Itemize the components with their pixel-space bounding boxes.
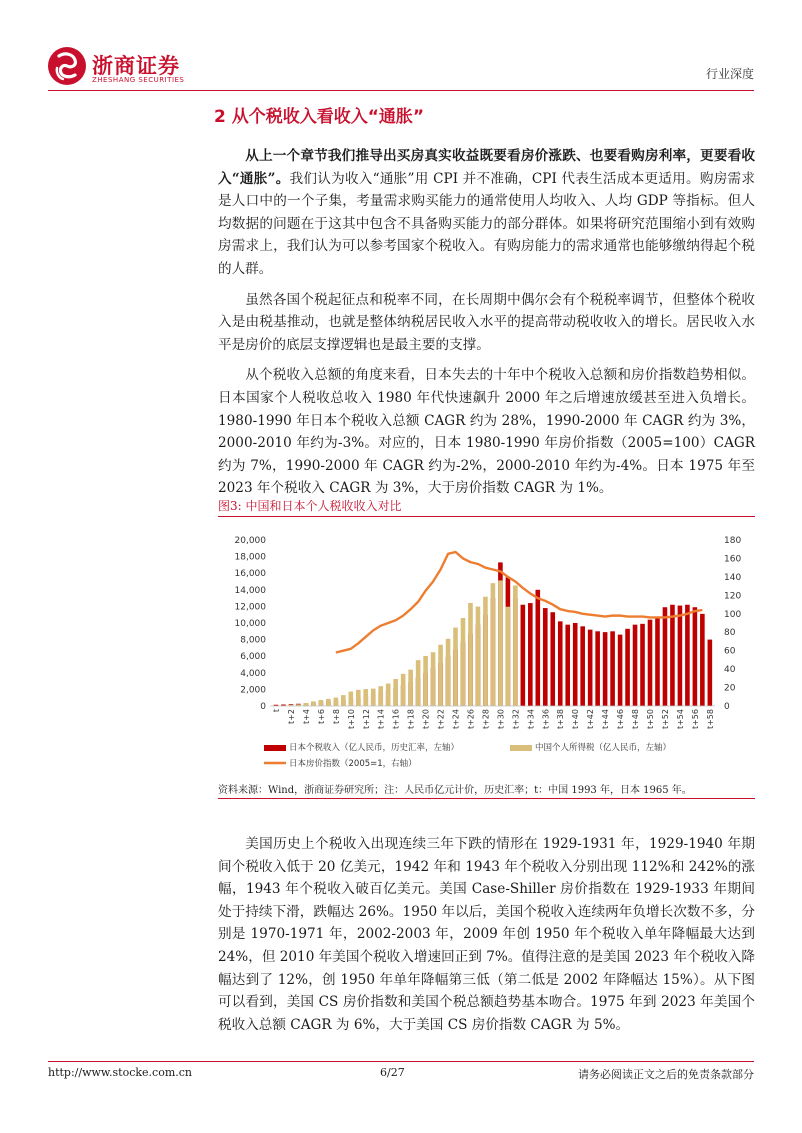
bar-china-tax xyxy=(334,698,339,706)
legend-swatch-japan-tax xyxy=(264,745,286,751)
x-axis-tick-label: t+58 xyxy=(705,709,715,730)
x-axis-tick-label: t+16 xyxy=(391,709,401,730)
left-axis-tick-label: 2,000 xyxy=(240,685,266,696)
bar-japan-tax xyxy=(595,631,600,706)
right-axis-ticks xyxy=(724,536,741,712)
x-axis-tick-label: t xyxy=(272,709,281,713)
paragraph-1 xyxy=(218,145,755,281)
bar-japan-tax xyxy=(565,625,570,706)
bar-japan-tax xyxy=(678,606,683,706)
bar-china-tax xyxy=(506,607,511,706)
bar-japan-tax xyxy=(536,590,541,706)
right-axis-tick-label: 60 xyxy=(724,646,736,657)
bar-china-tax xyxy=(349,692,354,706)
left-axis-tick-label: 12,000 xyxy=(234,602,266,613)
bar-japan-tax xyxy=(543,608,548,706)
right-axis-tick-label: 140 xyxy=(724,572,742,583)
x-axis-tick-label: t+32 xyxy=(511,709,521,730)
japan-house-price-line xyxy=(336,552,703,653)
bar-china-tax xyxy=(356,690,361,706)
left-axis-tick-label: 4,000 xyxy=(240,668,266,679)
bar-japan-tax xyxy=(580,626,585,706)
left-axis-tick-label: 18,000 xyxy=(234,552,266,563)
left-axis-ticks xyxy=(235,536,267,712)
bar-china-tax xyxy=(491,583,496,706)
legend-japan-tax xyxy=(289,741,509,755)
bar-china-tax xyxy=(476,607,481,706)
bar-china-tax xyxy=(408,670,413,706)
bar-japan-tax xyxy=(648,620,653,706)
bar-japan-tax xyxy=(588,630,593,706)
x-axis-tick-label: t+8 xyxy=(331,709,341,724)
bar-china-tax xyxy=(416,660,421,706)
paragraph-1-lead: 从上一个章节我们推导出买房真实收益既要看房价涨跌、也要看购房利率，更要看收入“通胀”。 xyxy=(218,148,755,187)
legend-label-japan-tax: 日本个税收入（亿人民币，历史汇率，左轴） xyxy=(289,743,460,753)
x-axis-tick-label: t+6 xyxy=(316,709,326,724)
paragraph-1-body: 我们认为收入“通胀”用 CPI 并不准确，CPI 代表生活成本更适用。购房需求是人口中的一个子集，考量需求购买能力的通常使用人均收入、人均 GDP 等指标。但人均数据的问题在于这其中包含不具备购买能力的部分群体。如果将研究范围缩小到有效购房需求上，我们认为可以参考国家个税收入。有购房能力的需求通常也能够缴纳得起个税的人群。 xyxy=(218,170,755,277)
bar-china-tax xyxy=(319,700,324,706)
left-axis-tick-label: 20,000 xyxy=(234,536,266,546)
x-axis-tick-label: t+30 xyxy=(496,709,506,730)
section-title: 2 从个税收入看收入“通胀” xyxy=(214,107,425,127)
x-axis-tick-label: t+42 xyxy=(586,709,596,730)
x-axis-tick-label: t+40 xyxy=(571,709,581,730)
bar-japan-tax xyxy=(558,621,563,706)
bar-japan-tax xyxy=(663,607,668,706)
left-axis-tick-label: 10,000 xyxy=(234,619,266,629)
body-text-bottom xyxy=(218,833,755,1036)
figure-caption: 图3: 中国和日本个人税收收入对比 xyxy=(218,499,402,513)
bar-china-tax xyxy=(468,603,473,706)
x-axis-tick-label: t+22 xyxy=(436,709,446,730)
legend-swatch-china-tax xyxy=(510,745,532,751)
logo-english-text: ZHESHANG SECURITIES xyxy=(92,76,185,84)
bar-china-tax xyxy=(326,699,331,706)
left-axis-tick-label: 16,000 xyxy=(234,569,266,580)
disclaimer-note: 请务必阅读正文之后的免责条款部分 xyxy=(578,1068,754,1081)
x-axis-tick-label: t+44 xyxy=(601,709,611,730)
bar-japan-tax xyxy=(685,605,690,706)
bar-china-tax xyxy=(311,701,316,706)
legend-label-house-price: 日本房价指数（2005=1，右轴） xyxy=(289,759,417,769)
bar-china-tax xyxy=(401,674,406,706)
figure-bottom-rule xyxy=(218,798,755,799)
right-axis-tick-label: 100 xyxy=(724,609,742,620)
x-axis-tick-label: t+34 xyxy=(526,709,536,730)
x-axis-tick-label: t+52 xyxy=(660,709,670,730)
right-axis-tick-label: 40 xyxy=(724,665,736,676)
left-axis-tick-label: 14,000 xyxy=(234,585,266,596)
paragraph-2: 虽然各国个税起征点和税率不同，在长周期中偶尔会有个税税率调节，但整体个税收入是由税基推动，也就是整体纳税居民收入水平的提高带动税收收入的增长。居民收入水平是房价的底层支撑逻辑也是最主要的支撑。 xyxy=(218,291,755,353)
right-axis-tick-label: 160 xyxy=(724,554,742,565)
bar-japan-tax xyxy=(693,607,698,706)
x-axis-tick-label: t+54 xyxy=(675,709,685,730)
bar-japan-tax xyxy=(528,603,533,706)
page-number: 6/27 xyxy=(380,1066,405,1079)
footer-divider xyxy=(48,1061,754,1062)
x-axis-tick-label: t+56 xyxy=(690,709,700,730)
x-axis-tick-label: t+36 xyxy=(541,709,551,730)
x-axis-tick-label: t+38 xyxy=(556,709,566,730)
right-axis-tick-label: 0 xyxy=(724,702,730,712)
x-axis-tick-label: t+48 xyxy=(631,709,641,730)
bar-china-tax xyxy=(386,684,391,706)
legend-house-price xyxy=(289,757,489,771)
bar-china-tax xyxy=(483,597,488,706)
bar-japan-tax xyxy=(700,614,705,706)
bar-japan-tax xyxy=(521,605,526,706)
bar-japan-tax xyxy=(655,618,660,706)
x-axis-tick-label: t+20 xyxy=(421,709,431,730)
x-axis-tick-label: t+28 xyxy=(481,709,491,730)
bar-china-tax xyxy=(431,652,436,706)
x-axis-tick-label: t+14 xyxy=(376,709,386,730)
bar-china-tax xyxy=(513,585,518,706)
bar-japan-tax xyxy=(708,640,713,706)
right-axis-tick-label: 80 xyxy=(724,628,736,639)
bar-japan-tax xyxy=(573,623,578,706)
figure-source: 资料来源：Wind，浙商证券研究所；注：人民币亿元计价，历史汇率；t：中国 1993 年，日本 1965 年。 xyxy=(218,785,692,796)
header-divider xyxy=(48,90,754,91)
x-axis-ticks xyxy=(272,709,715,729)
x-axis-tick-label: t+26 xyxy=(466,709,476,730)
bar-china-tax xyxy=(363,689,368,706)
bar-china-tax xyxy=(453,628,458,706)
left-axis-tick-label: 6,000 xyxy=(240,652,266,663)
bar-japan-tax xyxy=(610,631,615,706)
bar-japan-tax xyxy=(618,635,623,706)
bar-japan-tax xyxy=(625,629,630,706)
bar-japan-tax xyxy=(550,612,555,706)
bar-china-tax xyxy=(461,618,466,706)
right-axis-tick-label: 120 xyxy=(724,591,742,602)
tax-revenue-chart xyxy=(218,520,755,780)
right-axis-tick-label: 20 xyxy=(724,683,736,694)
right-axis-tick-label: 180 xyxy=(724,536,742,546)
bar-japan-tax xyxy=(603,632,608,706)
china-tax-bars xyxy=(274,580,518,706)
bar-china-tax xyxy=(423,656,428,706)
paragraph-4: 美国历史上个税收入出现连续三年下跌的情形在 1929-1931 年，1929-1940 年期间个税收入低于 20 亿美元，1942 年和 1943 年个税收入分别出现 112%和 242%的涨幅，1943 年个税收入破百亿美元。美国 Case-Shiller 房价指数在 1929-1933 年期间处于持续下滑，跌幅达 26%。1950 年以后，美国个税收入连续两年负增长次数不多，分别是 1970-1971 年，2002-2003 年，2009 年创 1950 年个税收入单年降幅最大达到 24%，但 2010 年美国个税收入增速回正到 7%。值得注意的是美国 2023 年个税收入降幅达到了 12%，创 1950 年单年降幅第三低（第二低是 2002 年降幅达 15%）。从下图可以看到，美国 CS 房价指数和美国个税总额趋势基本吻合。1975 年到 2023 年美国个税收入总额 CAGR 为 6%，大于美国 CS 房价指数 CAGR 为 5%。 xyxy=(218,836,755,1033)
x-axis-tick-label: t+18 xyxy=(406,709,416,730)
body-text-top xyxy=(218,145,755,500)
bar-china-tax xyxy=(341,695,346,706)
x-axis-tick-label: t+4 xyxy=(301,709,311,724)
left-axis-tick-label: 0 xyxy=(260,702,266,712)
bar-china-tax xyxy=(304,703,309,706)
bar-china-tax xyxy=(371,689,376,706)
x-axis-tick-label: t+12 xyxy=(361,709,371,730)
x-axis-tick-label: t+24 xyxy=(451,709,461,730)
bar-china-tax xyxy=(438,645,443,706)
report-type-label: 行业深度 xyxy=(705,67,754,81)
x-axis-tick-label: t+50 xyxy=(646,709,655,730)
left-axis-tick-label: 8,000 xyxy=(240,635,266,646)
bar-japan-tax xyxy=(670,605,675,706)
bar-china-tax xyxy=(446,639,451,706)
logo-text: 浙商证券 xyxy=(92,54,180,78)
footer-website-link[interactable]: http://www.stocke.com.cn xyxy=(48,1066,192,1079)
bar-china-tax xyxy=(378,686,383,706)
legend-china-tax xyxy=(535,741,735,755)
x-axis-tick-label: t+2 xyxy=(286,709,296,724)
legend-label-china-tax: 中国个人所得税（亿人民币，左轴） xyxy=(535,743,672,753)
bar-japan-tax xyxy=(633,625,638,706)
bar-japan-tax xyxy=(640,624,645,706)
x-axis-tick-label: t+10 xyxy=(346,709,356,730)
paragraph-3: 从个税收入总额的角度来看，日本失去的十年中个税收入总额和房价指数趋势相似。日本国家个人税收总收入 1980 年代快速飙升 2000 年之后增速放缓甚至进入负增长。1980-1990 年日本个税收入总额 CAGR 约为 28%，1990-2000 年 CAGR 约为 3%，2000-2010 年约为-3%。对应的，日本 1980-1990 年房价指数（2005=100）CAGR 约为 7%，1990-2000 年 CAGR 约为-2%，2000-2010 年约为-4%。日本 1975 年至 2023 年个税收入 CAGR 为 3%，大于房价指数 CAGR 为 1%。 xyxy=(218,367,755,497)
figure-top-rule xyxy=(218,516,755,517)
bar-china-tax xyxy=(393,679,398,706)
x-axis-tick-label: t+46 xyxy=(616,709,626,730)
company-logo-icon xyxy=(48,47,86,85)
bar-china-tax xyxy=(498,580,503,706)
